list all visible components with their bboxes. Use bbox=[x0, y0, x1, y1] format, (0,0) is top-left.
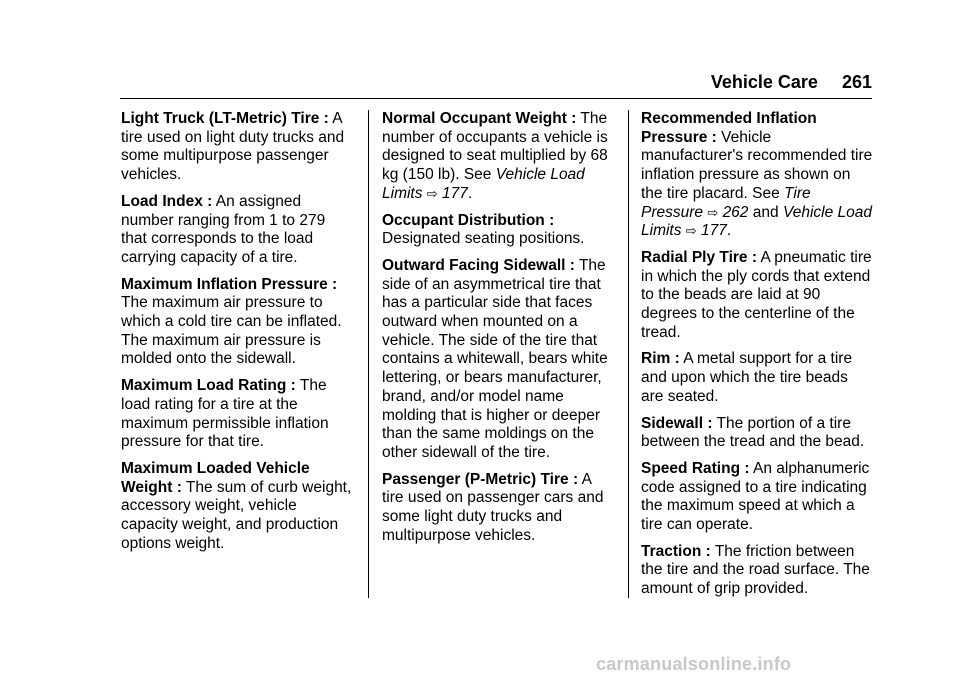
definition: The sum of curb weight, accessory weight, vehicle capacity weight, and production options weight. bbox=[121, 478, 352, 552]
colon: : bbox=[207, 192, 213, 210]
entry-radial-ply-tire bbox=[641, 249, 873, 343]
colon: : bbox=[707, 414, 713, 432]
definition: A tire used on light duty trucks and some multipurpose passenger vehicles. bbox=[121, 110, 345, 184]
term: Speed Rating bbox=[641, 459, 741, 477]
definition: A pneumatic tire in which the ply cords that extend to the beads are laid at 90 degrees to the centerline of the tread. bbox=[641, 248, 872, 341]
colon: : bbox=[572, 470, 579, 488]
definition: A metal support for a tire and upon which the tire beads are seated. bbox=[641, 350, 853, 405]
xref-link[interactable]: Vehicle Load Limits bbox=[641, 203, 872, 240]
term: Maximum Load Rating bbox=[121, 377, 287, 395]
xref-link[interactable]: Vehicle Load Limits bbox=[382, 166, 585, 202]
page-ref-arrow-icon: ⇨ bbox=[426, 185, 438, 201]
colon: : bbox=[176, 478, 182, 496]
watermark: carmanualsonline.info bbox=[596, 654, 792, 674]
xref-link[interactable]: Tire Pressure bbox=[641, 184, 811, 221]
colon: : bbox=[711, 128, 717, 146]
page-ref-arrow-icon: ⇨ bbox=[685, 223, 697, 239]
definition: The side of an asymmetrical tire that has a particular side that faces outward when mounted on a vehicle. The side of the tire that contains a whitewall, bears white lettering, or bears manufacturer, brand, and/or model name molding that is higher or deeper than the same moldings on the other sidewall of the tire. bbox=[382, 256, 608, 461]
colon: : bbox=[549, 211, 555, 229]
page-ref[interactable]: 177 bbox=[442, 184, 468, 202]
definition: The maximum air pressure to which a cold tire can be inflated. The maximum air pressure is molded onto the sidewall. bbox=[121, 294, 342, 368]
term: Sidewall bbox=[641, 414, 704, 432]
entry-normal-occupant-weight bbox=[382, 110, 614, 204]
definition: The number of occupants a vehicle is designed to seat multiplied by 68 kg (150 lb). See bbox=[382, 110, 608, 184]
definition: A tire used on passenger cars and some light duty trucks and multipurpose vehicles. bbox=[382, 470, 604, 544]
header-rule bbox=[120, 98, 872, 99]
definition: The friction between the tire and the road surface. The amount of grip provided. bbox=[641, 542, 870, 598]
page-number: 261 bbox=[841, 72, 872, 92]
definition: The portion of a tire between the tread and the bead. bbox=[641, 414, 865, 451]
page-ref[interactable]: 177 bbox=[701, 222, 727, 240]
term: Traction bbox=[641, 542, 702, 560]
entry-max-inflation-pressure bbox=[121, 276, 353, 370]
colon: : bbox=[751, 248, 758, 266]
entry-passenger-tire bbox=[382, 471, 614, 546]
colon: : bbox=[705, 542, 711, 560]
colon: : bbox=[332, 275, 338, 293]
colon: : bbox=[569, 256, 575, 274]
period: . bbox=[726, 222, 732, 240]
colon: : bbox=[674, 350, 680, 368]
term: Recommended Inflation Pressure bbox=[641, 110, 817, 146]
entry-outward-facing-sidewall bbox=[382, 257, 614, 463]
term: Passenger (P-Metric) Tire bbox=[382, 470, 569, 488]
term: Light Truck (LT-Metric) Tire bbox=[121, 110, 320, 127]
entry-traction bbox=[641, 543, 873, 599]
entry-light-truck-tire bbox=[121, 110, 353, 185]
definition: Vehicle manufacturer's recommended tire inflation pressure as shown on the tire placard. See bbox=[641, 128, 873, 202]
definition: Designated seating positions. bbox=[382, 230, 585, 248]
term: Radial Ply Tire bbox=[641, 248, 748, 266]
colon: : bbox=[290, 377, 296, 395]
term: Rim bbox=[641, 350, 671, 368]
term: Outward Facing Sidewall bbox=[382, 256, 566, 274]
entry-recommended-inflation-pressure bbox=[641, 110, 873, 241]
term: Normal Occupant Weight bbox=[382, 110, 567, 127]
colon: : bbox=[571, 110, 577, 127]
page-ref-arrow-icon: ⇨ bbox=[707, 204, 719, 220]
definition: An alphanumeric code assigned to a tire indicating the maximum speed at which a tire can operate. bbox=[641, 459, 870, 534]
term: Maximum Inflation Pressure bbox=[121, 275, 328, 293]
term: Occupant Distribution bbox=[382, 211, 545, 229]
colon: : bbox=[744, 459, 750, 477]
period: . bbox=[467, 184, 473, 202]
entry-load-index bbox=[121, 193, 353, 268]
entry-sidewall bbox=[641, 415, 873, 452]
section-title: Vehicle Care bbox=[710, 72, 818, 92]
entry-occupant-distribution bbox=[382, 212, 614, 249]
entry-max-loaded-vehicle-weight bbox=[121, 460, 353, 554]
column-2 bbox=[382, 110, 614, 553]
entry-max-load-rating bbox=[121, 377, 353, 452]
definition: An assigned number ranging from 1 to 279 that corresponds to the load carrying capacity of a tire. bbox=[121, 192, 326, 266]
page-header bbox=[120, 72, 872, 96]
colon: : bbox=[323, 110, 329, 127]
column-3 bbox=[641, 110, 873, 607]
entry-rim bbox=[641, 350, 873, 406]
term: Load Index bbox=[121, 192, 203, 210]
column-divider-1 bbox=[368, 110, 369, 598]
term: Maximum Loaded Vehicle Weight bbox=[121, 459, 310, 496]
column-divider-2 bbox=[628, 110, 629, 598]
page-ref[interactable]: 262 bbox=[722, 203, 749, 221]
entry-speed-rating bbox=[641, 460, 873, 535]
definition: The load rating for a tire at the maximum permissible inflation pressure for that tire. bbox=[121, 377, 329, 451]
column-1 bbox=[121, 110, 353, 561]
conjunction: and bbox=[752, 203, 779, 221]
